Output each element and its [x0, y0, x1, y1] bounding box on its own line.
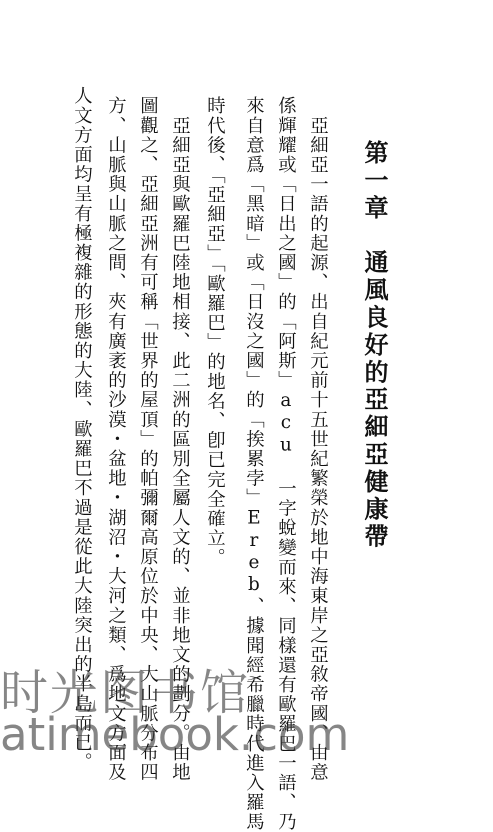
text-column-2: 係輝耀或「日出之國」的「阿斯」acu 一字蛻變而來、同樣還有歐羅巴一語、乃: [275, 96, 297, 832]
text-column-5: 亞細亞與歐羅巴陸地相接、此二洲的區別全屬人文的、並非地文的劃分。由地: [169, 96, 191, 782]
text-column-7: 方、山脈與山脈之間、夾有廣袤的沙漠・盆地・湖沼・大河之類、爲地文方面及: [105, 96, 127, 782]
text-column-3: 來自意爲「黑暗」或「日沒之國」的「挨累孛」Ereb、據聞經希臘時代進入羅馬: [243, 96, 265, 832]
text-column-6: 圖觀之、亞細亞洲有可稱「世界的屋頂」的帕彌爾高原位於中央、大山脈分布四: [137, 96, 159, 782]
text-column-4: 時代後、「亞細亞」「歐羅巴」的地名、卽已完全確立。: [204, 96, 226, 568]
text-column-1: 亞細亞一語的起源、出自紀元前十五世紀繁榮於地中海東岸之亞敘帝國、由意: [307, 96, 329, 782]
watermark-url: atimebook.com: [0, 708, 350, 761]
watermark-chinese: 时光图书馆: [0, 665, 251, 721]
watermark: [0, 650, 493, 768]
chapter-title: 第一章 通風良好的亞細亞健康帶: [360, 140, 389, 551]
text-column-8: 人文方面均呈有極複雜的形態的大陸、歐羅巴不過是從此大陸突出的半島而已。: [71, 86, 93, 772]
